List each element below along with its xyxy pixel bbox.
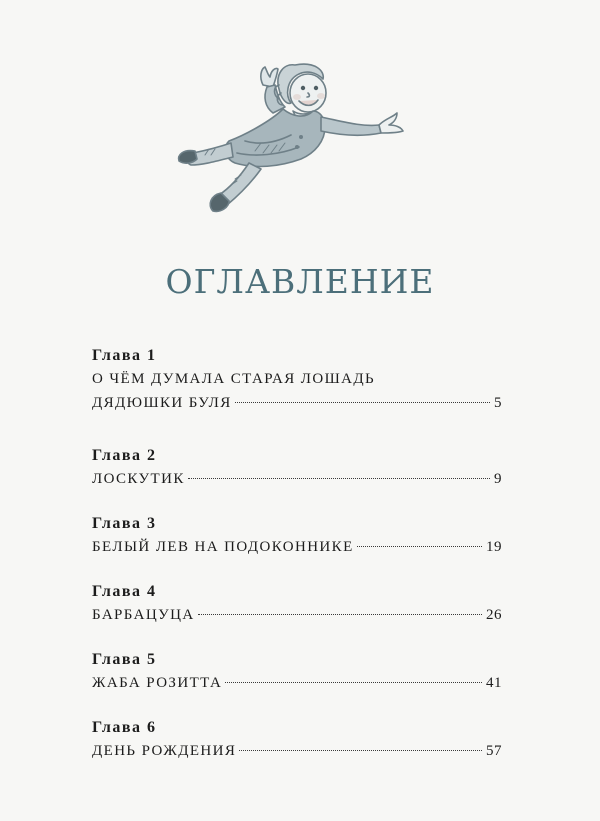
chapter-link[interactable]	[92, 467, 502, 491]
chapter-link[interactable]	[92, 671, 502, 695]
chapter-label: Глава 2	[92, 447, 157, 464]
chapter-title: ДЕНЬ РОЖДЕНИЯ	[92, 743, 237, 759]
page-number: 57	[486, 743, 502, 759]
chapter-label: Глава 5	[92, 651, 157, 668]
chapter-link[interactable]	[92, 603, 502, 627]
chapter-label: Глава 3	[92, 515, 157, 532]
page-number: 19	[486, 539, 502, 555]
table-of-contents-heading: ОГЛАВЛЕНИЕ	[165, 262, 435, 301]
page-number: 26	[486, 607, 502, 623]
dot-leader	[188, 478, 490, 479]
chapter-title-line: О ЧЁМ ДУМАЛА СТАРАЯ ЛОШАДЬ	[92, 371, 376, 387]
chapter-label: Глава 4	[92, 583, 157, 600]
chapter-entry-4	[92, 581, 502, 627]
chapter-entry-1	[92, 345, 502, 415]
chapter-entry-6	[92, 717, 502, 763]
chapter-label: Глава 6	[92, 719, 157, 736]
chapter-entry-3	[92, 513, 502, 559]
page-number: 41	[486, 675, 502, 691]
dot-leader	[357, 546, 482, 547]
flying-boy-illustration	[175, 55, 420, 230]
table-of-contents	[92, 345, 502, 763]
chapter-entry-5	[92, 649, 502, 695]
dot-leader	[198, 614, 482, 615]
chapter-link[interactable]	[92, 739, 502, 763]
page-number: 5	[494, 395, 502, 411]
chapter-entry-2	[92, 445, 502, 491]
chapter-label: Глава 1	[92, 347, 157, 364]
chapter-title: БАРБАЦУЦА	[92, 607, 195, 623]
chapter-link[interactable]	[92, 535, 502, 559]
chapter-title: ЛОСКУТИК	[92, 471, 185, 487]
chapter-link[interactable]	[92, 391, 502, 415]
dot-leader	[235, 402, 490, 403]
chapter-title: БЕЛЫЙ ЛЕВ НА ПОДОКОННИКЕ	[92, 539, 354, 555]
dot-leader	[225, 682, 482, 683]
chapter-title: ДЯДЮШКИ БУЛЯ	[92, 395, 232, 411]
page-number: 9	[494, 471, 502, 487]
dot-leader	[239, 750, 482, 751]
chapter-title: ЖАБА РОЗИТТА	[92, 675, 223, 691]
